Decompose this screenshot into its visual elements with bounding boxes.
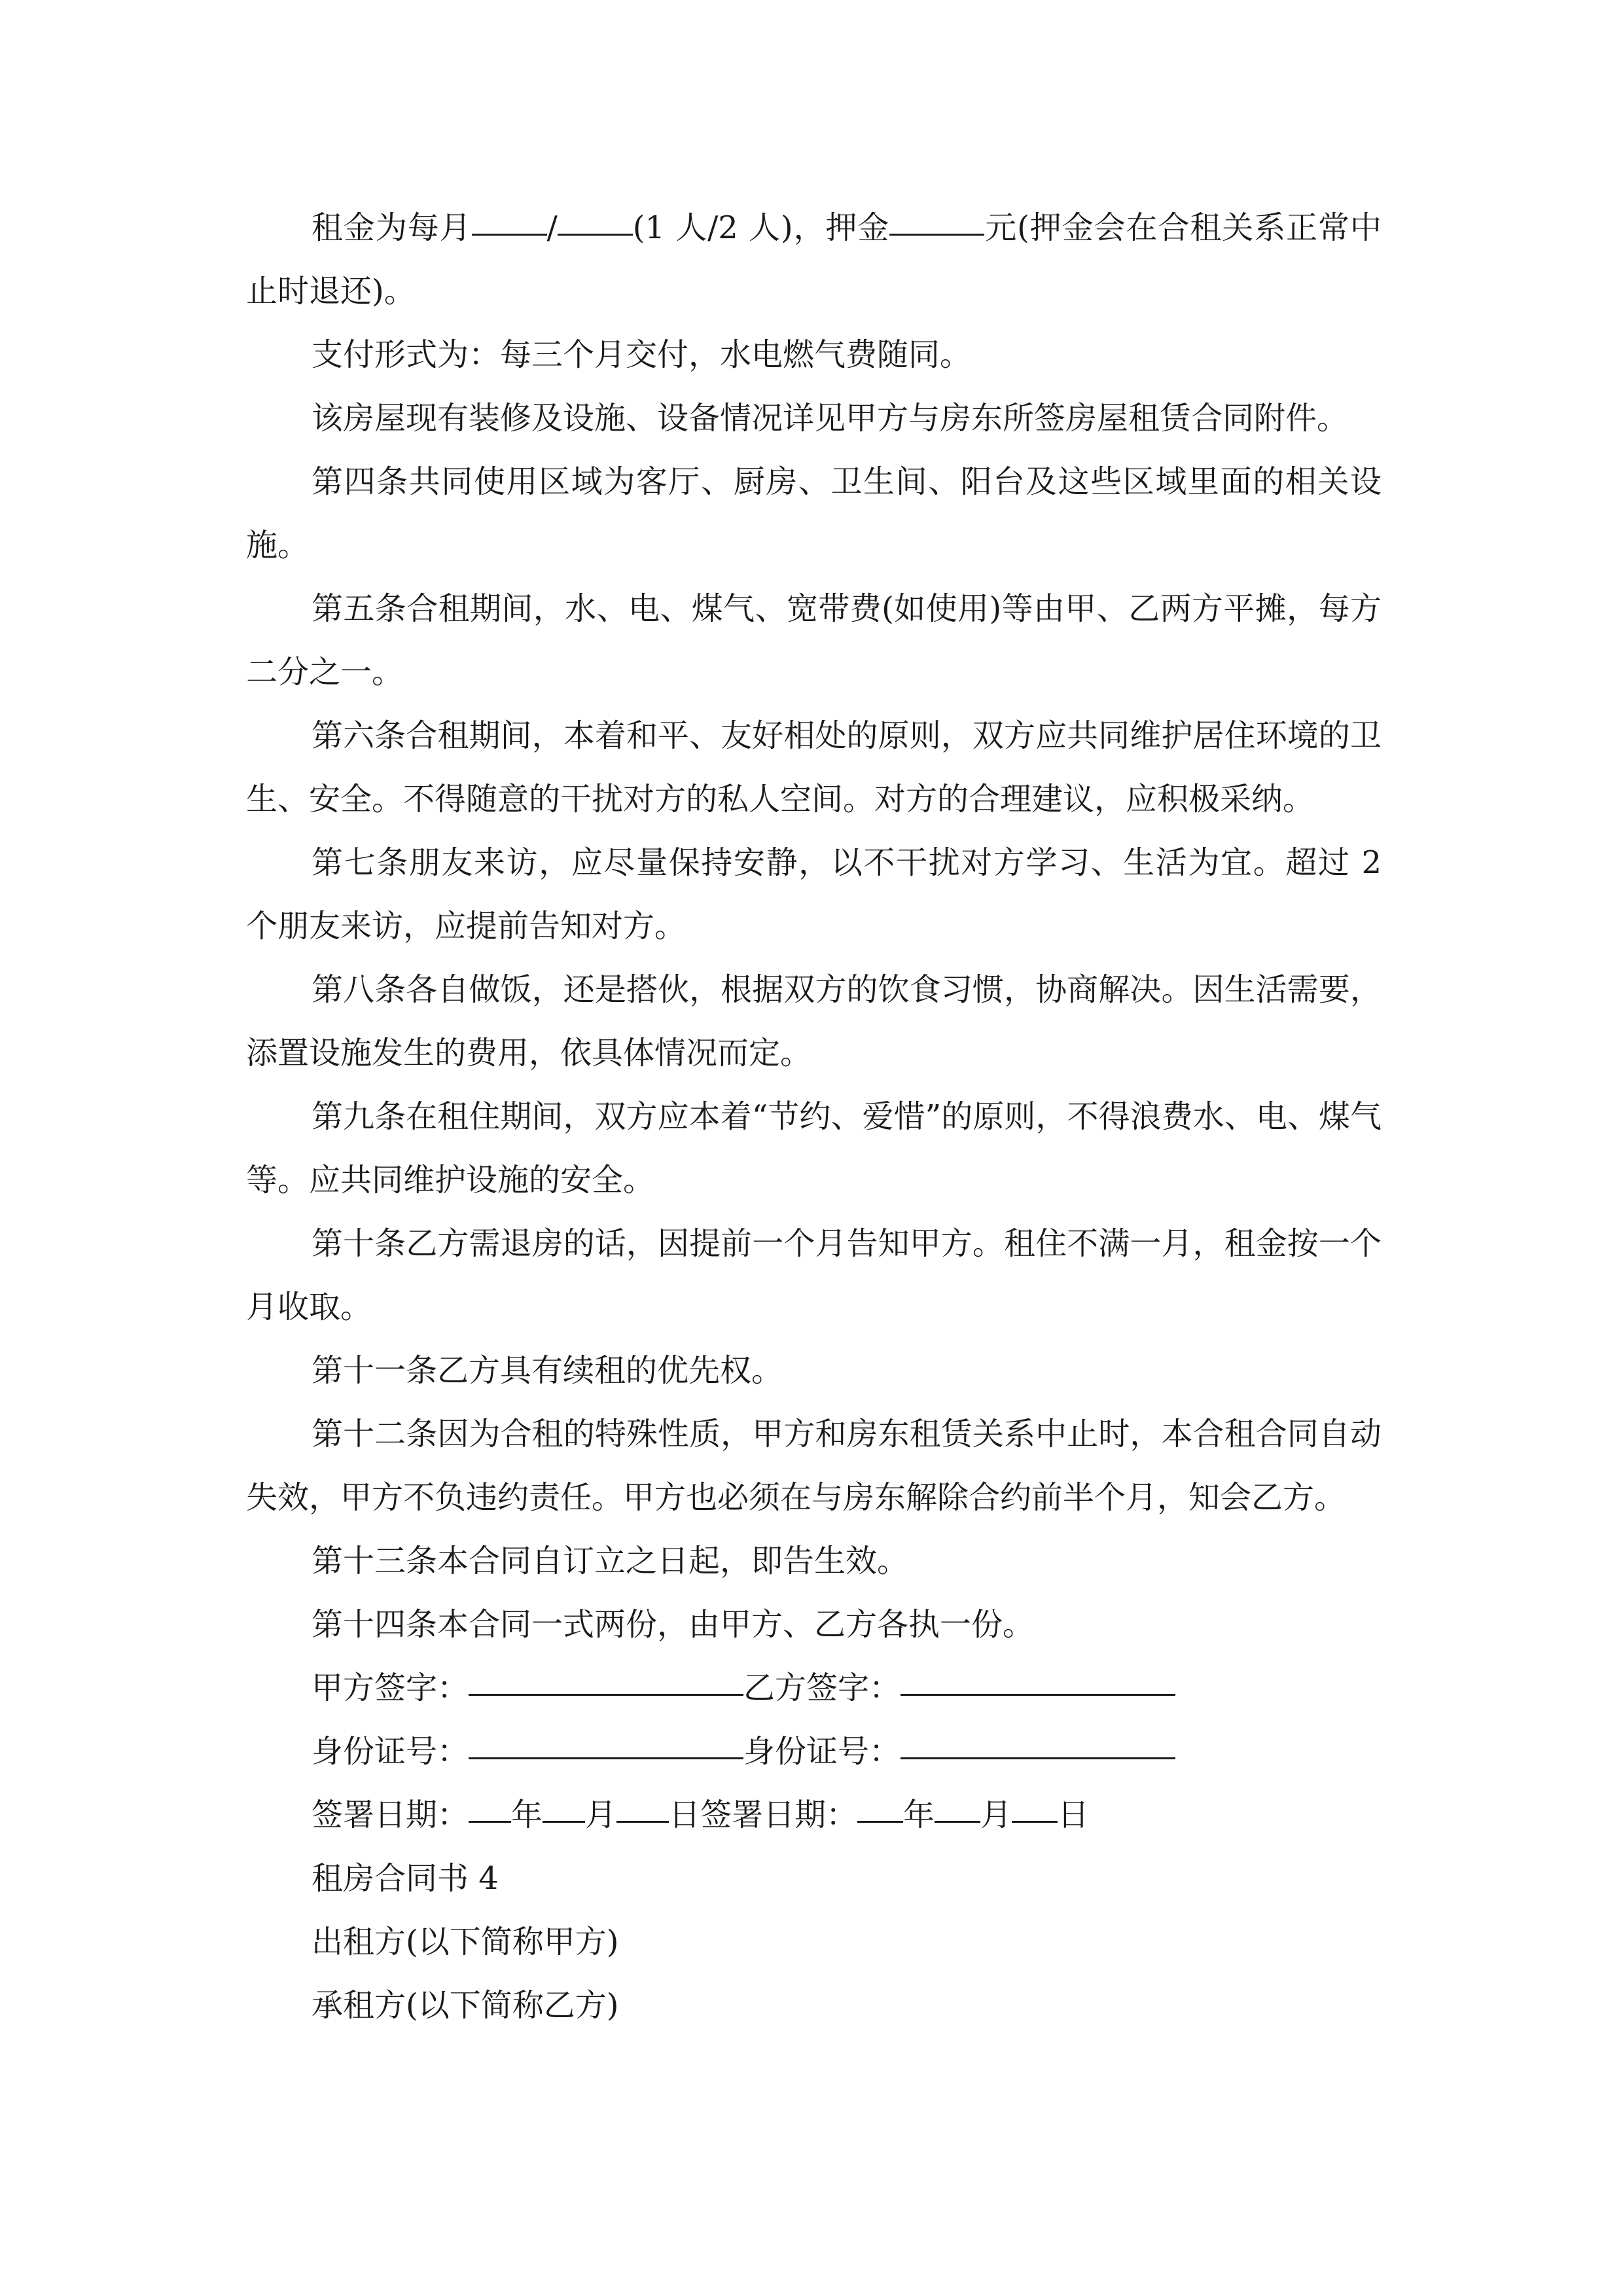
rent-slash: / — [546, 209, 558, 246]
month-label: 月 — [585, 1797, 617, 1833]
id-number-line — [246, 1720, 1382, 1784]
party-b-id-label: 身份证号： — [743, 1733, 901, 1770]
lessor-line: 出租方(以下简称甲方) — [312, 1924, 619, 1960]
paragraph: 该房屋现有装修及设施、设备情况详见甲方与房东所签房屋租赁合同附件。 — [312, 400, 1349, 437]
party-a-sign-blank — [469, 1694, 743, 1696]
party-b-id-blank — [901, 1757, 1175, 1759]
paragraph: 第十一条乙方具有续租的优先权。 — [312, 1352, 783, 1389]
month-label: 月 — [980, 1797, 1012, 1833]
party-a-date-label: 签署日期： — [312, 1797, 469, 1833]
paragraph: 第十三条本合同自订立之日起，即告生效。 — [312, 1543, 909, 1579]
party-b-year-blank — [857, 1821, 903, 1823]
rent-suffix: 元(押金会在合租关系正常中止时退还)。 — [246, 209, 1382, 310]
party-a-id-blank — [469, 1757, 743, 1759]
party-a-month-blank — [543, 1821, 585, 1823]
day-label: 日 — [669, 1797, 701, 1833]
year-label: 年 — [511, 1797, 543, 1833]
day-label: 日 — [1058, 1797, 1090, 1833]
party-b-date-label: 签署日期： — [700, 1797, 858, 1833]
paragraph: 第七条朋友来访，应尽量保持安静，以不干扰对方学习、生活为宜。超过 2 个朋友来访，应提前告知对方。 — [246, 844, 1382, 944]
sign-date-line — [246, 1784, 1382, 1847]
paragraph: 第九条在租住期间，双方应本着“节约、爱惜”的原则，不得浪费水、电、煤气等。应共同维护设施的安全。 — [246, 1098, 1382, 1198]
party-a-year-blank — [469, 1821, 511, 1823]
party-a-day-blank — [616, 1821, 669, 1823]
lessee-line: 承租方(以下简称乙方) — [312, 1987, 619, 2024]
deposit-blank — [889, 234, 984, 236]
contract-body — [246, 196, 1382, 2037]
section-title: 租房合同书 4 — [312, 1860, 499, 1897]
paragraph: 第五条合租期间，水、电、煤气、宽带费(如使用)等由甲、乙两方平摊，每方二分之一。 — [246, 590, 1382, 691]
party-b-month-blank — [935, 1821, 980, 1823]
paragraph: 第十二条因为合租的特殊性质，甲方和房东租赁关系中止时，本合租合同自动失效，甲方不负违约责任。甲方也必须在与房东解除合约前半个月，知会乙方。 — [246, 1416, 1382, 1516]
paragraph: 第十条乙方需退房的话，因提前一个月告知甲方。租住不满一月，租金按一个月收取。 — [246, 1225, 1382, 1325]
rent-blank-2 — [558, 234, 633, 236]
year-label: 年 — [903, 1797, 935, 1833]
party-b-day-blank — [1012, 1821, 1058, 1823]
rent-clause — [246, 196, 1382, 323]
party-a-sign-label: 甲方签字： — [312, 1670, 469, 1706]
party-b-sign-label: 乙方签字： — [743, 1670, 901, 1706]
paragraph: 第六条合租期间，本着和平、友好相处的原则，双方应共同维护居住环境的卫生、安全。不得随意的干扰对方的私人空间。对方的合理建议，应积极采纳。 — [246, 717, 1382, 817]
signature-line — [246, 1657, 1382, 1720]
paragraph: 支付形式为：每三个月交付，水电燃气费随同。 — [312, 336, 972, 373]
party-a-id-label: 身份证号： — [312, 1733, 469, 1770]
party-b-sign-blank — [901, 1694, 1175, 1696]
rent-blank-1 — [472, 234, 547, 236]
paragraph: 第八条各自做饭，还是搭伙，根据双方的饮食习惯，协商解决。因生活需要，添置设施发生的费用，依具体情况而定。 — [246, 971, 1382, 1071]
rent-persons: (1 人/2 人)，押金 — [632, 209, 890, 246]
paragraph: 第十四条本合同一式两份，由甲方、乙方各执一份。 — [312, 1606, 1035, 1643]
rent-prefix: 租金为每月 — [312, 209, 472, 246]
paragraph: 第四条共同使用区域为客厅、厨房、卫生间、阳台及这些区域里面的相关设施。 — [246, 463, 1382, 564]
